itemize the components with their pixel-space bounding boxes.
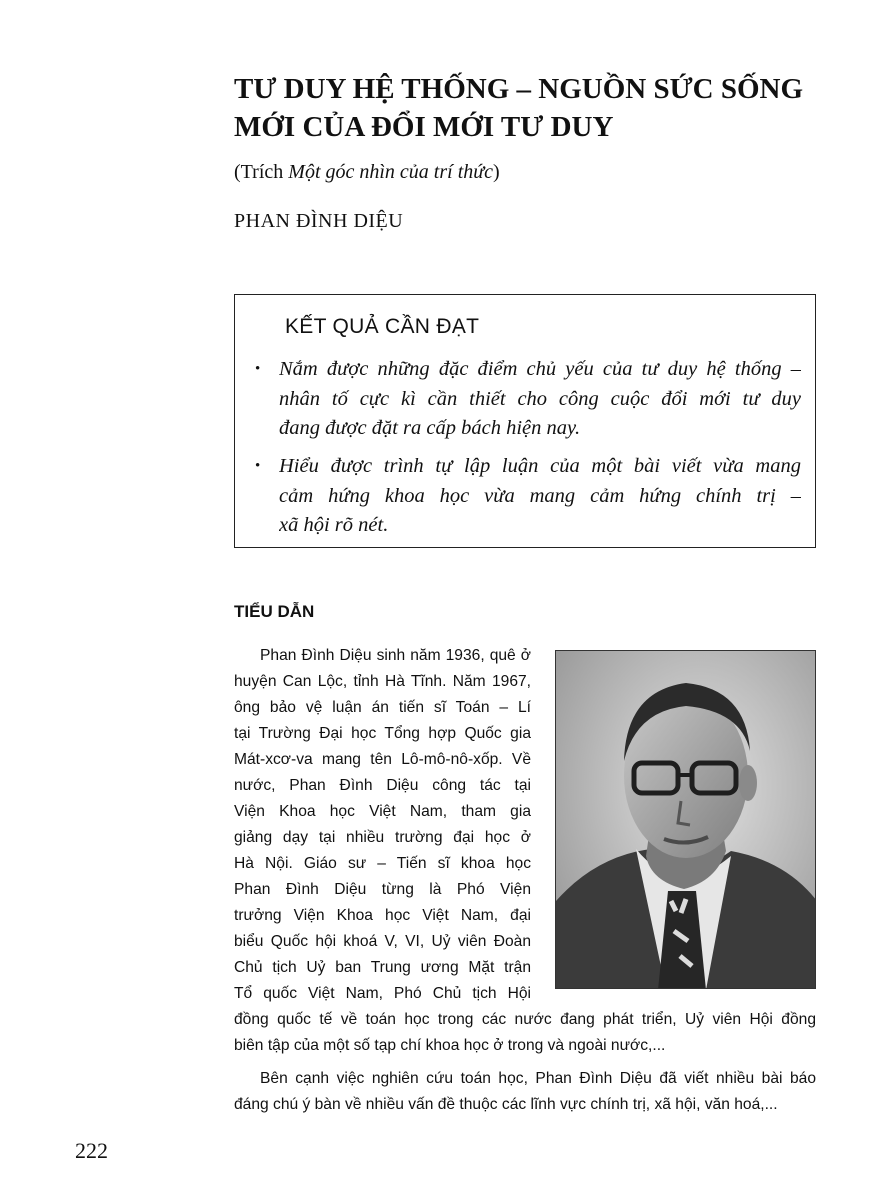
excerpt-prefix: (Trích <box>234 161 289 183</box>
author-portrait <box>555 650 816 989</box>
title-line-2: MỚI CỦA ĐỔI MỚI TƯ DUY <box>234 111 614 143</box>
bio-line: Viện Khoa học Việt Nam, tham gia <box>234 803 531 820</box>
portrait-illustration <box>556 651 816 989</box>
bio-line: Phan Đình Diệu từng là Phó Viện <box>234 881 531 898</box>
bio-line: đáng chú ý bàn về nhiều vấn đề thuộc các lĩnh vực chính trị, xã hội, văn hoá,... <box>234 1096 778 1113</box>
learning-goals-heading: KẾT QUẢ CẦN ĐẠT <box>285 315 480 338</box>
bullet-icon: • <box>255 458 261 474</box>
excerpt-source <box>234 158 500 186</box>
bio-line: tại Trường Đại học Tổng hợp Quốc gia <box>234 725 531 742</box>
bio-line: đồng quốc tế về toán học trong các nước đang phát triển, Uỷ viên Hội đồng <box>234 1011 816 1028</box>
excerpt-book-title: Một góc nhìn của trí thức <box>288 161 494 183</box>
bio-line: Chủ tịch Uỷ ban Trung ương Mặt trận <box>234 959 531 976</box>
bio-line: Phan Đình Diệu sinh năm 1936, quê ở <box>260 647 531 664</box>
learning-goals-box <box>234 294 816 548</box>
bio-line: trưởng Viện Khoa học Việt Nam, đại <box>234 907 531 924</box>
title-line-1: TƯ DUY HỆ THỐNG – NGUỒN SỨC SỐNG <box>234 73 804 105</box>
goal-line: Nắm được những đặc điểm chủ yếu của tư duy hệ thống – <box>279 358 801 380</box>
goal-line: Hiểu được trình tự lập luận của một bài viết vừa mang <box>279 455 801 477</box>
goal-line: nhân tố cực kì cần thiết cho công cuộc đổi mới tư duy <box>279 387 801 410</box>
author-name: PHAN ĐÌNH DIỆU <box>234 210 404 232</box>
bio-line: Hà Nội. Giáo sư – Tiến sĩ khoa học <box>234 855 531 872</box>
excerpt-suffix: ) <box>493 161 500 183</box>
bio-line: biên tập của một số tạp chí khoa học ở trong và ngoài nước,... <box>234 1037 666 1054</box>
goal-item <box>255 355 801 444</box>
bio-line: huyện Can Lộc, tỉnh Hà Tĩnh. Năm 1967, <box>234 673 531 690</box>
bullet-icon: • <box>255 361 261 377</box>
goal-line: đang được đặt ra cấp bách hiện nay. <box>279 417 581 439</box>
bio-line: nước, Phan Đình Diệu công tác tại <box>234 777 531 794</box>
goal-item <box>255 452 801 541</box>
page-number: 222 <box>75 1138 108 1163</box>
bio-line: Mát-xcơ-va mang tên Lô-mô-nô-xốp. Về <box>234 751 531 768</box>
intro-heading: TIỂU DẪN <box>234 602 315 621</box>
bio-line: biểu Quốc hội khoá V, VI, Uỷ viên Đoàn <box>234 933 531 950</box>
goal-line: xã hội rõ nét. <box>279 514 389 536</box>
goal-line: cảm hứng khoa học vừa mang cảm hứng chính trị – <box>279 484 801 507</box>
article-title <box>234 70 834 146</box>
bio-line: ông bảo vệ luận án tiến sĩ Toán – Lí <box>234 699 531 716</box>
bio-line: Tổ quốc Việt Nam, Phó Chủ tịch Hội <box>234 985 531 1002</box>
bio-line: Bên cạnh việc nghiên cứu toán học, Phan Đình Diệu đã viết nhiều bài báo <box>260 1070 816 1087</box>
bio-line: giảng dạy tại nhiều trường đại học ở <box>234 829 531 846</box>
